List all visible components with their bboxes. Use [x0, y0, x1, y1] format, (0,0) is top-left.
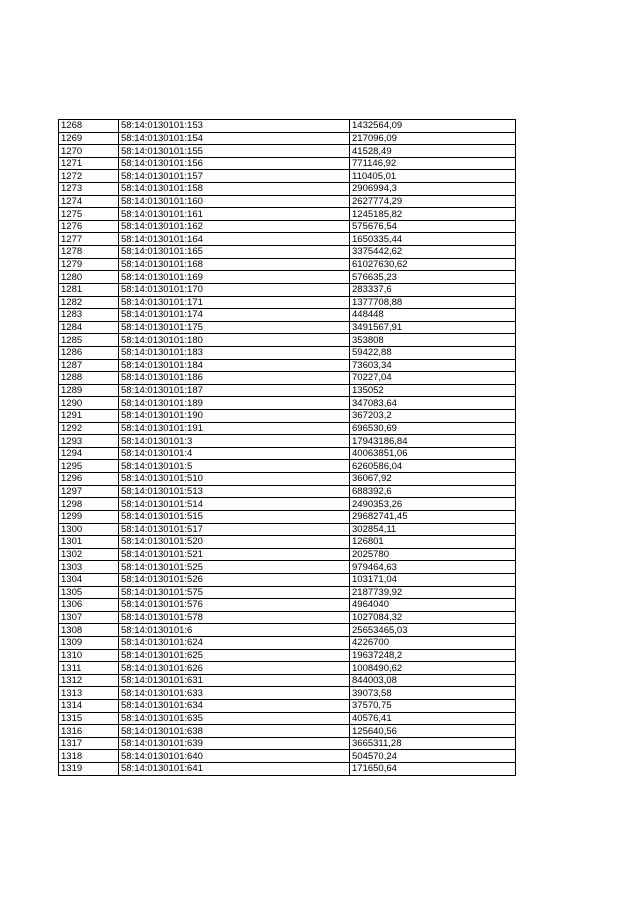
- cadastral-number-cell: 58:14:0130101:517: [119, 523, 350, 536]
- value-cell: 4226700: [350, 636, 516, 649]
- row-number-cell: 1286: [59, 346, 119, 359]
- cadastral-number-cell: 58:14:0130101:575: [119, 586, 350, 599]
- table-row: [59, 750, 516, 763]
- cadastral-number-cell: 58:14:0130101:168: [119, 258, 350, 271]
- table-row: [59, 460, 516, 473]
- row-number-cell: 1271: [59, 157, 119, 170]
- table-row: [59, 246, 516, 259]
- row-number-cell: 1287: [59, 359, 119, 372]
- table-row: [59, 183, 516, 196]
- value-cell: 2490353,26: [350, 498, 516, 511]
- table-row: [59, 649, 516, 662]
- table-row: [59, 157, 516, 170]
- value-cell: 283337,6: [350, 283, 516, 296]
- row-number-cell: 1319: [59, 763, 119, 776]
- cadastral-number-cell: 58:14:0130101:162: [119, 220, 350, 233]
- row-number-cell: 1297: [59, 485, 119, 498]
- value-cell: 103171,04: [350, 573, 516, 586]
- value-cell: 171650,64: [350, 763, 516, 776]
- cadastral-number-cell: 58:14:0130101:189: [119, 397, 350, 410]
- cadastral-number-cell: 58:14:0130101:191: [119, 422, 350, 435]
- table-row: [59, 258, 516, 271]
- value-cell: 2906994,3: [350, 183, 516, 196]
- value-cell: 347083,64: [350, 397, 516, 410]
- cadastral-number-cell: 58:14:0130101:640: [119, 750, 350, 763]
- value-cell: 688392,6: [350, 485, 516, 498]
- value-cell: 125640,56: [350, 725, 516, 738]
- value-cell: 217096,09: [350, 132, 516, 145]
- cadastral-number-cell: 58:14:0130101:578: [119, 611, 350, 624]
- table-row: [59, 700, 516, 713]
- value-cell: 696530,69: [350, 422, 516, 435]
- value-cell: 40576,41: [350, 712, 516, 725]
- table-row: [59, 410, 516, 423]
- cadastral-number-cell: 58:14:0130101:631: [119, 674, 350, 687]
- cadastral-number-cell: 58:14:0130101:186: [119, 372, 350, 385]
- cadastral-number-cell: 58:14:0130101:510: [119, 473, 350, 486]
- cadastral-number-cell: 58:14:0130101:514: [119, 498, 350, 511]
- value-cell: 40063851,06: [350, 447, 516, 460]
- table-row: [59, 132, 516, 145]
- value-cell: 2025780: [350, 548, 516, 561]
- table-row: [59, 422, 516, 435]
- row-number-cell: 1291: [59, 410, 119, 423]
- table-row: [59, 498, 516, 511]
- value-cell: 771146,92: [350, 157, 516, 170]
- row-number-cell: 1308: [59, 624, 119, 637]
- row-number-cell: 1307: [59, 611, 119, 624]
- table-row: [59, 599, 516, 612]
- cadastral-number-cell: 58:14:0130101:174: [119, 309, 350, 322]
- row-number-cell: 1303: [59, 561, 119, 574]
- table-row: [59, 485, 516, 498]
- cadastral-number-cell: 58:14:0130101:171: [119, 296, 350, 309]
- row-number-cell: 1301: [59, 536, 119, 549]
- cadastral-number-cell: 58:14:0130101:155: [119, 145, 350, 158]
- value-cell: 61027630,62: [350, 258, 516, 271]
- cadastral-number-cell: 58:14:0130101:187: [119, 384, 350, 397]
- row-number-cell: 1306: [59, 599, 119, 612]
- row-number-cell: 1309: [59, 636, 119, 649]
- row-number-cell: 1268: [59, 120, 119, 133]
- table-row: [59, 372, 516, 385]
- cadastral-number-cell: 58:14:0130101:638: [119, 725, 350, 738]
- table-row: [59, 725, 516, 738]
- value-cell: 19637248,2: [350, 649, 516, 662]
- table-row: [59, 220, 516, 233]
- row-number-cell: 1314: [59, 700, 119, 713]
- value-cell: 1432564,09: [350, 120, 516, 133]
- cadastral-number-cell: 58:14:0130101:525: [119, 561, 350, 574]
- table-row: [59, 384, 516, 397]
- value-cell: 4964040: [350, 599, 516, 612]
- value-cell: 576635,23: [350, 271, 516, 284]
- cadastral-number-cell: 58:14:0130101:154: [119, 132, 350, 145]
- row-number-cell: 1312: [59, 674, 119, 687]
- row-number-cell: 1288: [59, 372, 119, 385]
- row-number-cell: 1272: [59, 170, 119, 183]
- value-cell: 39073,58: [350, 687, 516, 700]
- cadastral-number-cell: 58:14:0130101:169: [119, 271, 350, 284]
- row-number-cell: 1279: [59, 258, 119, 271]
- row-number-cell: 1300: [59, 523, 119, 536]
- cadastral-number-cell: 58:14:0130101:625: [119, 649, 350, 662]
- row-number-cell: 1276: [59, 220, 119, 233]
- table-row: [59, 296, 516, 309]
- row-number-cell: 1302: [59, 548, 119, 561]
- cadastral-number-cell: 58:14:0130101:190: [119, 410, 350, 423]
- value-cell: 29682741,45: [350, 510, 516, 523]
- value-cell: 17943186,84: [350, 435, 516, 448]
- cadastral-number-cell: 58:14:0130101:639: [119, 737, 350, 750]
- cadastral-number-cell: 58:14:0130101:153: [119, 120, 350, 133]
- table-row: [59, 523, 516, 536]
- cadastral-number-cell: 58:14:0130101:634: [119, 700, 350, 713]
- table-row: [59, 536, 516, 549]
- table-body: [59, 120, 516, 776]
- value-cell: 25653465,03: [350, 624, 516, 637]
- table-row: [59, 145, 516, 158]
- row-number-cell: 1280: [59, 271, 119, 284]
- value-cell: 73603,34: [350, 359, 516, 372]
- table-row: [59, 447, 516, 460]
- row-number-cell: 1295: [59, 460, 119, 473]
- table-row: [59, 712, 516, 725]
- cadastral-number-cell: 58:14:0130101:6: [119, 624, 350, 637]
- row-number-cell: 1274: [59, 195, 119, 208]
- row-number-cell: 1273: [59, 183, 119, 196]
- row-number-cell: 1289: [59, 384, 119, 397]
- value-cell: 70227,04: [350, 372, 516, 385]
- table-row: [59, 208, 516, 221]
- row-number-cell: 1313: [59, 687, 119, 700]
- value-cell: 59422,88: [350, 346, 516, 359]
- cadastral-number-cell: 58:14:0130101:521: [119, 548, 350, 561]
- table-row: [59, 397, 516, 410]
- table-row: [59, 573, 516, 586]
- cadastral-number-cell: 58:14:0130101:526: [119, 573, 350, 586]
- row-number-cell: 1296: [59, 473, 119, 486]
- value-cell: 3665311,28: [350, 737, 516, 750]
- row-number-cell: 1311: [59, 662, 119, 675]
- value-cell: 575676,54: [350, 220, 516, 233]
- value-cell: 1245185,82: [350, 208, 516, 221]
- cadastral-number-cell: 58:14:0130101:161: [119, 208, 350, 221]
- value-cell: 448448: [350, 309, 516, 322]
- value-cell: 135052: [350, 384, 516, 397]
- row-number-cell: 1293: [59, 435, 119, 448]
- row-number-cell: 1318: [59, 750, 119, 763]
- value-cell: 1008490,62: [350, 662, 516, 675]
- cadastral-number-cell: 58:14:0130101:5: [119, 460, 350, 473]
- cadastral-number-cell: 58:14:0130101:183: [119, 346, 350, 359]
- row-number-cell: 1290: [59, 397, 119, 410]
- cadastral-number-cell: 58:14:0130101:515: [119, 510, 350, 523]
- table-row: [59, 561, 516, 574]
- table-row: [59, 195, 516, 208]
- cadastral-number-cell: 58:14:0130101:158: [119, 183, 350, 196]
- cadastral-number-cell: 58:14:0130101:164: [119, 233, 350, 246]
- table-row: [59, 687, 516, 700]
- row-number-cell: 1292: [59, 422, 119, 435]
- table-row: [59, 321, 516, 334]
- table-row: [59, 473, 516, 486]
- value-cell: 3491567,91: [350, 321, 516, 334]
- cadastral-number-cell: 58:14:0130101:633: [119, 687, 350, 700]
- table-row: [59, 662, 516, 675]
- value-cell: 504570,24: [350, 750, 516, 763]
- row-number-cell: 1317: [59, 737, 119, 750]
- table-row: [59, 334, 516, 347]
- value-cell: 110405,01: [350, 170, 516, 183]
- table-row: [59, 611, 516, 624]
- table-row: [59, 271, 516, 284]
- table-row: [59, 674, 516, 687]
- table-row: [59, 283, 516, 296]
- table-row: [59, 763, 516, 776]
- cadastral-number-cell: 58:14:0130101:635: [119, 712, 350, 725]
- value-cell: 302854,11: [350, 523, 516, 536]
- value-cell: 6260586,04: [350, 460, 516, 473]
- cadastral-number-cell: 58:14:0130101:157: [119, 170, 350, 183]
- cadastral-number-cell: 58:14:0130101:641: [119, 763, 350, 776]
- table-row: [59, 636, 516, 649]
- table-row: [59, 586, 516, 599]
- row-number-cell: 1275: [59, 208, 119, 221]
- row-number-cell: 1282: [59, 296, 119, 309]
- value-cell: 1650335,44: [350, 233, 516, 246]
- table-row: [59, 624, 516, 637]
- value-cell: 3375442,62: [350, 246, 516, 259]
- row-number-cell: 1270: [59, 145, 119, 158]
- cadastral-number-cell: 58:14:0130101:4: [119, 447, 350, 460]
- cadastral-number-cell: 58:14:0130101:513: [119, 485, 350, 498]
- table-row: [59, 435, 516, 448]
- row-number-cell: 1304: [59, 573, 119, 586]
- row-number-cell: 1285: [59, 334, 119, 347]
- value-cell: 37570,75: [350, 700, 516, 713]
- row-number-cell: 1299: [59, 510, 119, 523]
- cadastral-number-cell: 58:14:0130101:175: [119, 321, 350, 334]
- value-cell: 367203,2: [350, 410, 516, 423]
- cadastral-number-cell: 58:14:0130101:624: [119, 636, 350, 649]
- cadastral-number-cell: 58:14:0130101:184: [119, 359, 350, 372]
- value-cell: 1027084,32: [350, 611, 516, 624]
- value-cell: 1377708,88: [350, 296, 516, 309]
- row-number-cell: 1316: [59, 725, 119, 738]
- row-number-cell: 1305: [59, 586, 119, 599]
- row-number-cell: 1278: [59, 246, 119, 259]
- value-cell: 126801: [350, 536, 516, 549]
- value-cell: 36067,92: [350, 473, 516, 486]
- cadastral-number-cell: 58:14:0130101:520: [119, 536, 350, 549]
- table-row: [59, 510, 516, 523]
- row-number-cell: 1269: [59, 132, 119, 145]
- value-cell: 353808: [350, 334, 516, 347]
- value-cell: 844003,08: [350, 674, 516, 687]
- cadastral-value-table: [58, 119, 516, 776]
- cadastral-number-cell: 58:14:0130101:156: [119, 157, 350, 170]
- table-row: [59, 346, 516, 359]
- cadastral-number-cell: 58:14:0130101:576: [119, 599, 350, 612]
- row-number-cell: 1315: [59, 712, 119, 725]
- value-cell: 41528,49: [350, 145, 516, 158]
- row-number-cell: 1310: [59, 649, 119, 662]
- row-number-cell: 1277: [59, 233, 119, 246]
- table-row: [59, 170, 516, 183]
- table-row: [59, 120, 516, 133]
- table-row: [59, 233, 516, 246]
- value-cell: 979464,63: [350, 561, 516, 574]
- cadastral-number-cell: 58:14:0130101:160: [119, 195, 350, 208]
- table-row: [59, 359, 516, 372]
- cadastral-number-cell: 58:14:0130101:170: [119, 283, 350, 296]
- value-cell: 2187739,92: [350, 586, 516, 599]
- row-number-cell: 1283: [59, 309, 119, 322]
- row-number-cell: 1294: [59, 447, 119, 460]
- cadastral-number-cell: 58:14:0130101:165: [119, 246, 350, 259]
- table-row: [59, 548, 516, 561]
- cadastral-number-cell: 58:14:0130101:626: [119, 662, 350, 675]
- cadastral-number-cell: 58:14:0130101:180: [119, 334, 350, 347]
- cadastral-number-cell: 58:14:0130101:3: [119, 435, 350, 448]
- value-cell: 2627774,29: [350, 195, 516, 208]
- table-row: [59, 737, 516, 750]
- row-number-cell: 1284: [59, 321, 119, 334]
- table-row: [59, 309, 516, 322]
- row-number-cell: 1281: [59, 283, 119, 296]
- row-number-cell: 1298: [59, 498, 119, 511]
